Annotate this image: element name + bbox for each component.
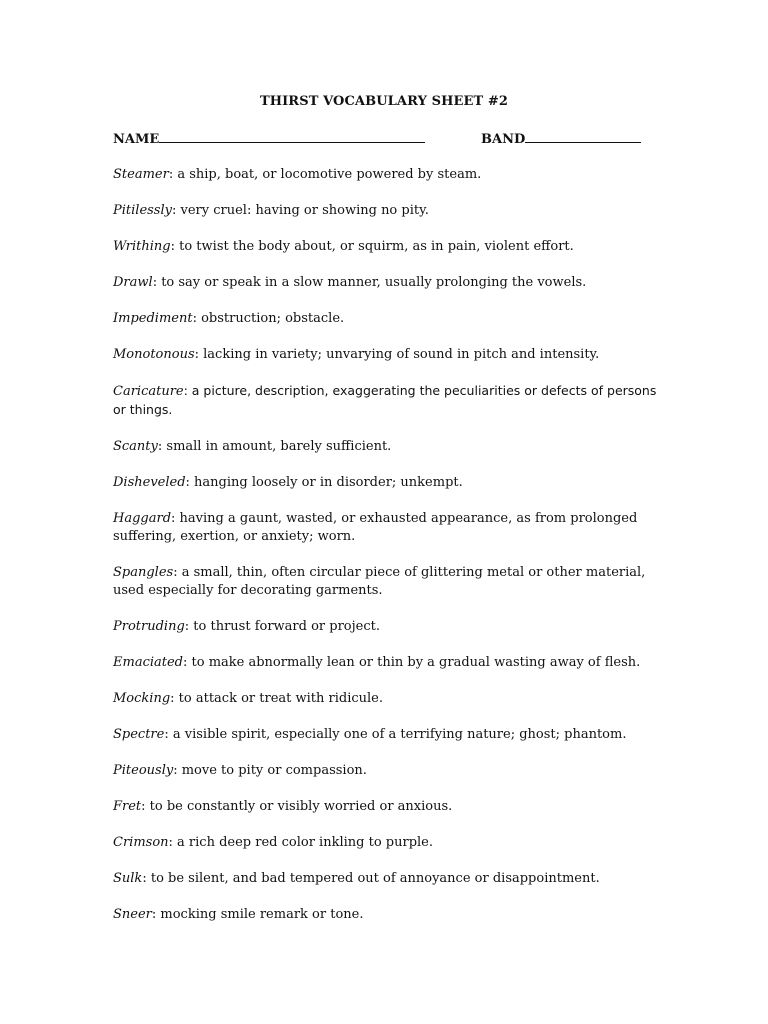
page-title: THIRST VOCABULARY SHEET #2 [259,94,509,109]
vocab-definition: : to say or speak in a slow manner, usually prolonging the vowels. [152,275,587,290]
vocab-definition: : to thrust forward or project. [184,619,380,634]
vocab-definition: : a rich deep red color inkling to purple. [168,835,433,850]
vocab-definition: : mocking smile remark or tone. [151,907,364,922]
vocab-entry [113,726,661,744]
band-blank [525,130,641,143]
name-label: NAME [113,132,160,147]
vocab-entry [113,346,661,364]
vocab-term: Monotonous [113,347,195,362]
vocab-term: Spangles [113,565,174,580]
name-blank [159,130,425,143]
vocab-term: Spectre [113,727,165,742]
vocab-term: Piteously [113,763,174,778]
vocab-entry [113,310,661,328]
vocab-entry [113,834,661,852]
vocab-term: Pitilessly [113,203,172,218]
vocab-term: Caricature [113,384,184,399]
vocab-definition: : lacking in variety; unvarying of sound in pitch and intensity. [194,347,600,362]
vocab-entry [113,906,661,924]
vocab-entry [113,238,661,256]
vocabulary-list [113,166,661,942]
band-field [481,130,641,147]
vocab-term: Scanty [113,439,158,454]
vocab-term: Writhing [113,239,171,254]
vocab-definition: : hanging loosely or in disorder; unkempt. [185,475,463,490]
vocab-definition: : move to pity or compassion. [173,763,367,778]
vocab-definition: : to attack or treat with ridicule. [170,691,384,706]
vocab-term: Haggard [113,511,172,526]
name-field [113,130,425,147]
vocab-entry [113,474,661,492]
vocab-term: Fret [113,799,142,814]
vocab-term: Drawl [113,275,153,290]
vocab-term: Mocking [113,691,171,706]
vocab-definition: : a visible spirit, especially one of a terrifying nature; ghost; phantom. [164,727,627,742]
band-label: BAND [481,132,526,147]
vocab-entry [113,762,661,780]
vocab-entry [113,618,661,636]
vocab-definition: : a small, thin, often circular piece of glittering metal or other material, used especially for decorating garments. [113,565,646,598]
vocab-entry [113,438,661,456]
vocab-entry [113,564,661,600]
vocab-entry [113,798,661,816]
vocab-definition: : a picture, description, exaggerating the peculiarities or defects of persons or things. [113,383,657,417]
vocab-term: Protruding [113,619,185,634]
vocab-definition: : obstruction; obstacle. [192,311,345,326]
vocab-entry [113,166,661,184]
vocab-definition: : to be silent, and bad tempered out of annoyance or disappointment. [142,871,600,886]
vocab-entry [113,202,661,220]
vocab-entry [113,870,661,888]
vocab-definition: : very cruel: having or showing no pity. [171,203,429,218]
vocab-term: Emaciated [113,655,183,670]
vocab-entry [113,654,661,672]
vocab-entry [113,690,661,708]
vocab-term: Sulk [113,871,143,886]
vocab-entry [113,382,661,420]
vocab-definition: : having a gaunt, wasted, or exhausted appearance, as from prolonged suffering, exertion, or anxiety; worn. [113,511,638,544]
vocab-definition: : to make abnormally lean or thin by a gradual wasting away of flesh. [183,655,641,670]
vocab-term: Sneer [113,907,152,922]
vocab-definition: : to twist the body about, or squirm, as in pain, violent effort. [170,239,574,254]
vocab-entry [113,274,661,292]
vocab-term: Steamer [113,167,169,182]
vocab-term: Disheveled [113,475,186,490]
vocab-definition: : a ship, boat, or locomotive powered by steam. [168,167,482,182]
vocab-entry [113,510,661,546]
vocab-term: Crimson [113,835,169,850]
vocab-term: Impediment [113,311,193,326]
vocab-definition: : to be constantly or visibly worried or anxious. [141,799,453,814]
vocab-definition: : small in amount, barely sufficient. [157,439,392,454]
